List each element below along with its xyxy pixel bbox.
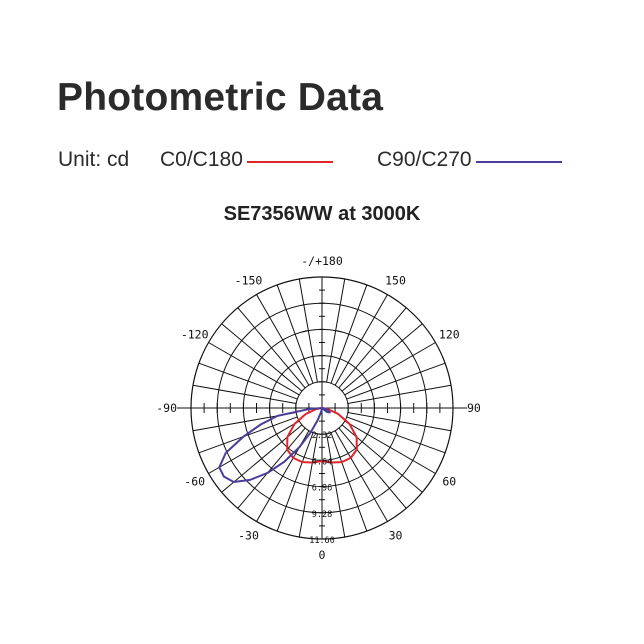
grid-spoke: [277, 433, 313, 531]
angle-label: 60: [442, 474, 457, 489]
grid-spoke: [277, 285, 313, 383]
grid-spoke: [347, 417, 445, 453]
grid-spoke: [199, 417, 297, 453]
angle-label: -/+180: [301, 254, 343, 268]
radial-tick-label: 4.64: [311, 457, 333, 468]
angle-label: -30: [238, 528, 259, 543]
grid-spoke: [193, 385, 296, 403]
page-title: Photometric Data: [57, 76, 384, 119]
radial-tick-label: 9.28: [311, 509, 333, 520]
grid-spoke: [299, 279, 317, 382]
grid-spoke: [348, 413, 451, 431]
legend-label-c0-c180: C0/C180: [160, 148, 243, 171]
angle-label: -120: [180, 327, 209, 342]
angle-label: 150: [385, 273, 406, 288]
angle-label: 0: [318, 548, 326, 562]
angle-label: 90: [467, 401, 481, 415]
radial-tick-label: 11.60: [309, 536, 335, 546]
grid-spoke: [331, 433, 367, 531]
grid-spoke: [331, 285, 367, 383]
chart-title: SE7356WW at 3000K: [223, 203, 421, 225]
grid-spoke: [199, 363, 297, 399]
legend-label-c90-c270: C90/C270: [377, 148, 472, 171]
grid-spoke: [347, 363, 445, 399]
polar-series: [219, 408, 357, 482]
angle-label: -90: [156, 401, 177, 415]
radial-tick-label: 6.96: [311, 483, 333, 494]
radial-tick-label: 2.32: [311, 431, 333, 442]
angle-label: 30: [388, 528, 403, 543]
grid-spoke: [327, 279, 345, 382]
angle-label: 120: [438, 327, 460, 342]
angle-label: -60: [184, 474, 206, 489]
grid-spoke: [348, 385, 451, 403]
angle-label: -150: [234, 273, 263, 288]
unit-label: Unit: cd: [58, 148, 130, 171]
